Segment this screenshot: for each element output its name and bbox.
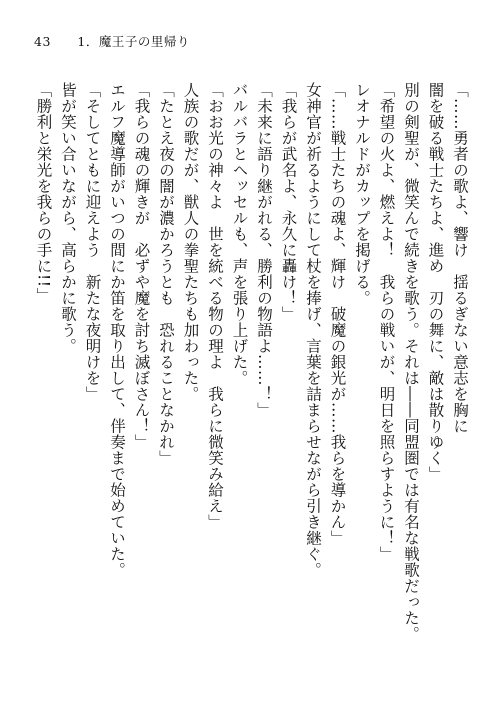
text-line: 「……勇者の歌よ、響け 揺るぎない意志を胸に (451, 82, 469, 434)
chapter-title: 1．魔王子の里帰り (77, 34, 190, 49)
text-line: 闇を破る戦士たちよ、進め 刃の舞に、敵は散りゆく」 (426, 82, 445, 482)
text-line: 「おお光の神々よ 世を統べる物の理よ 我らに微笑み給え」 (206, 82, 224, 530)
text-line: エルフ魔導師がいつの間にか笛を取り出して、伴奏まで始めていた。 (108, 82, 126, 578)
text-line: 「我らの魂の輝きが 必ずや魔を討ち滅ぼさん！」 (132, 82, 151, 450)
text-line: 「たとえ夜の闇が濃かろうとも 恐れることなかれ」 (157, 82, 175, 466)
page-number: 43 (34, 34, 51, 49)
page-header (34, 32, 190, 50)
text-line: 「未来に語り継がれる、勝利の物語よ……！」 (255, 82, 273, 418)
body-text (30, 82, 472, 692)
text-line: 「我らが武名よ、永久に轟け！」 (279, 82, 298, 322)
text-line: 「希望の火よ、燃えよ！ 我らの戦いが、明日を照らすように！」 (377, 82, 396, 562)
text-line: 女神官が祈るようにして杖を捧げ、言葉を詰まらせながら引き継ぐ。 (304, 82, 322, 578)
text-line: 人族の歌だが、獣人の拳聖たちも加わった。 (181, 82, 200, 402)
text-line: 「そしてともに迎えよう 新たな夜明けを」 (83, 82, 102, 402)
text-line: 別の剣聖が、微笑んで続きを歌う。それは――同盟圏では有名な戦歌だった。 (402, 82, 420, 642)
text-line: バルバラとヘッセルも、声を張り上げた。 (230, 82, 249, 386)
text-line: レオナルドがカップを掲げる。 (353, 82, 371, 306)
text-line: 「勝利と栄光を我らの手に!!」 (34, 82, 53, 304)
text-line: 「……戦士たちの魂よ、輝け 破魔の銀光が……我らを導かん」 (328, 82, 347, 546)
text-line: 皆が笑い合いながら、高らかに歌う。 (59, 82, 77, 354)
